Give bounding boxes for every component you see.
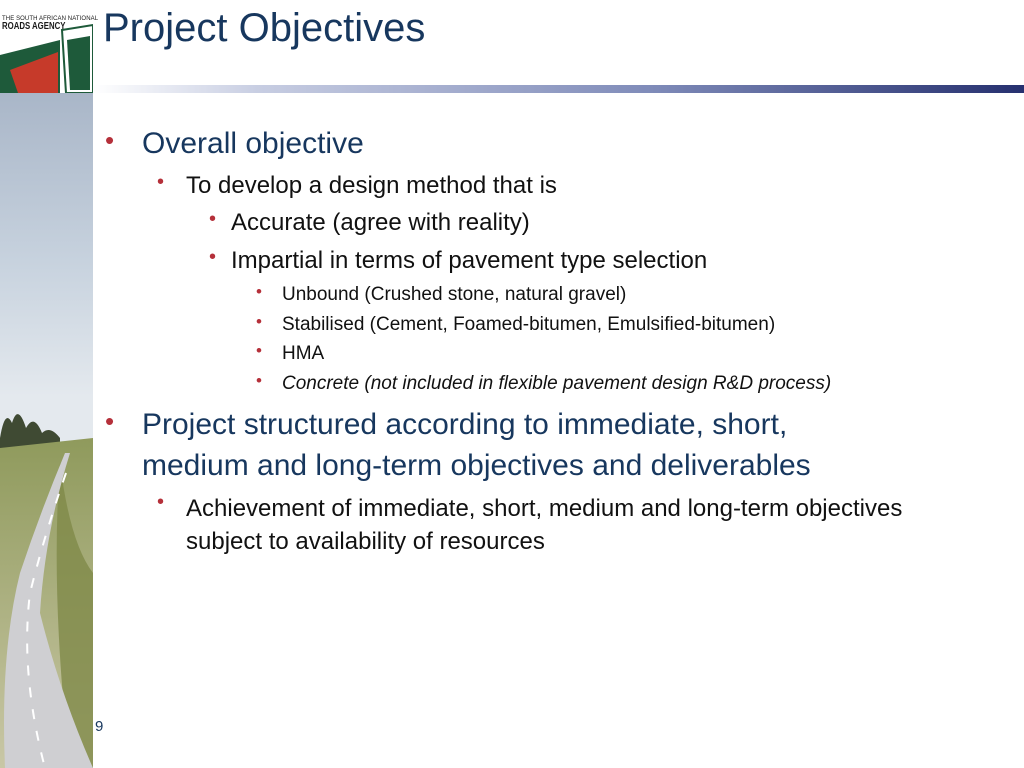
bullet-text-line1: Project structured according to immediate, short, [142,408,788,441]
bullet-unbound [256,282,627,306]
bullet-text: Accurate (agree with reality) [231,209,530,236]
bullet-text: Stabilised (Cement, Foamed-bitumen, Emulsified-bitumen) [282,314,776,335]
bullet-accurate [209,208,530,237]
bullet-achievement [157,491,926,558]
bullet-dot: • [209,208,217,230]
title-divider [93,85,1024,93]
bullet-project-structured-cont [142,449,811,483]
bullet-overall-objective [105,125,364,161]
bullet-dot: • [105,406,115,436]
sanral-logo [0,0,99,93]
logo-text-top: THE SOUTH AFRICAN NATIONAL [2,16,99,22]
bullet-text: Overall objective [142,127,364,160]
bullet-project-structured [105,406,788,442]
bullet-text: HMA [282,343,325,364]
bullet-dot: • [105,125,115,155]
bullet-text-line2: medium and long-term objectives and deliverables [142,449,811,482]
bullet-design-method [157,171,557,200]
bullet-text: To develop a design method that is [186,172,557,199]
bullet-dot: • [256,282,262,301]
slide-title: Project Objectives [103,6,426,50]
bullet-dot: • [256,341,262,360]
bullet-text: Unbound (Crushed stone, natural gravel) [282,284,627,305]
bullet-text: Impartial in terms of pavement type selection [231,247,708,274]
bullet-hma [256,341,325,365]
bullet-text: Achievement of immediate, short, medium and long-term objectives subject to availability of resources [186,495,903,556]
bullet-dot: • [256,312,262,331]
bullet-dot: • [209,246,217,268]
bullet-dot: • [256,371,262,390]
slide-number: 9 [95,718,104,735]
bullet-dot: • [157,491,165,513]
logo-text-main: ROADS AGENCY [2,21,66,32]
bullet-impartial [209,246,708,275]
bullet-dot: • [157,171,165,193]
bullet-stabilised [256,312,776,336]
road-photo-strip [0,93,93,768]
bullet-text: Concrete (not included in flexible pavement design R&D process) [282,373,832,394]
bullet-concrete [256,371,832,395]
